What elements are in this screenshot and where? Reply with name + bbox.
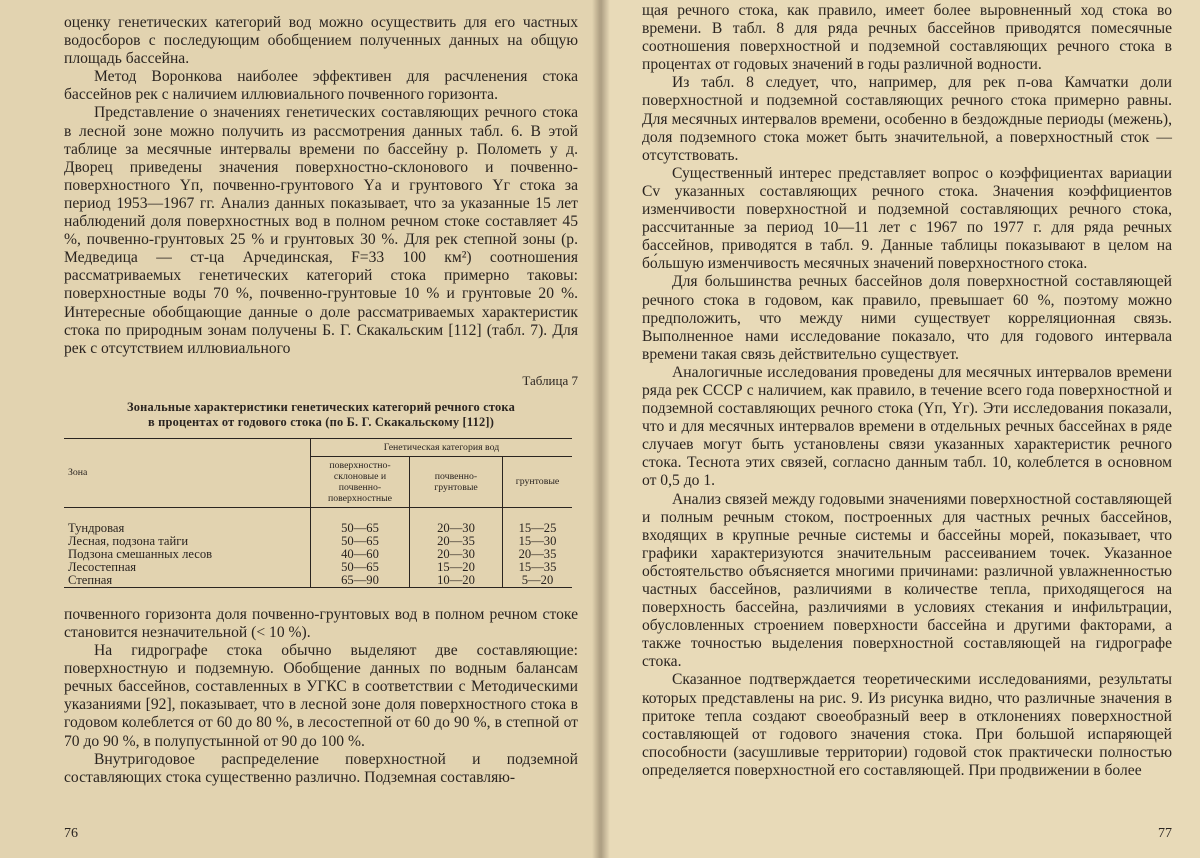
row-surface: 40—60	[311, 548, 410, 561]
left-paragraph-5: На гидрографе стока обычно выделяют две составляющие: поверхностную и подземную. Обобщение данных по водным балансам речных бассейнов, составленных в УГКС в соответствии с Методическими указаниями [92], показывает, что в лесной зоне доля поверхностного стока в годовом колеблется от 60 до 80 %, в лесостепной от 60 до 90 %, в степной от 70 до 90 %, в полупустынной от 90 до 100 %.	[64, 642, 578, 750]
row-surface: 65—90	[311, 574, 410, 588]
row-zone: Лесная, подзона тайги	[68, 533, 189, 548]
header-zone: Зона	[64, 438, 311, 507]
header-soil: почвенно-грунтовые	[410, 456, 503, 507]
table-caption-line-1: Зональные характеристики генетических категорий речного стока	[127, 399, 515, 414]
header-surface: поверхностно-склоновые и почвенно-поверхностные	[311, 456, 410, 507]
header-ground: грунтовые	[503, 456, 573, 507]
row-soil: 15—20	[410, 561, 503, 574]
row-soil: 20—30	[410, 522, 503, 535]
right-paragraph-6: Анализ связей между годовыми значениями поверхностной составляющей и полным речным стоком, построенных для частных речных бассейнов, входящих в крупные речные системы и бассейны морей, показывает, что графики характеризуются значительным рассеиванием точек. Указанное обстоятельство объясняется многими причинами: различной увлажненностью частных бассейнов, различиями в количестве тепла, приходящегося на поверхность бассейна, различиями в условиях стекания и инфильтрации, обусловленных строением поверхности бассейна и другими факторами, а также точностью выделения поверхностной составляющей на гидрографе стока.	[642, 490, 1172, 671]
row-soil: 20—30	[410, 548, 503, 561]
header-category-group: Генетическая категория вод	[311, 438, 573, 456]
right-paragraph-5: Аналогичные исследования проведены для месячных интервалов времени ряда рек СССР с наличием, как правило, в течение всего года поверхностной и подземной составляющих речного стока (Yп, Yг). Эти исследования показали, что и для месячных интервалов времени в отдельных речных бассейнах в ряде случаев могут быть установлены связи указанных характеристик речного стока. Теснота этих связей, согласно данным табл. 10, колеблется в основном от 0,5 до 1.	[642, 363, 1172, 490]
table-row	[64, 548, 572, 561]
table-caption-line-2: в процентах от годового стока (по Б. Г. Скакальскому [112])	[147, 414, 495, 429]
page-number-right: 77	[1158, 826, 1172, 841]
row-ground: 15—25	[503, 522, 573, 535]
row-zone: Подзона смешанных лесов	[68, 546, 213, 561]
row-surface: 50—65	[311, 561, 410, 574]
row-soil: 10—20	[410, 574, 503, 588]
table-row	[64, 561, 572, 574]
left-paragraph-1: оценку генетических категорий вод можно осуществить для его частных водосборов с последующим обобщением полученных данных на общую площадь бассейна.	[64, 14, 578, 68]
row-ground: 5—20	[503, 574, 573, 588]
left-paragraph-2: Метод Воронкова наиболее эффективен для расчленения стока бассейнов рек с наличием иллювиального почвенного горизонта.	[64, 68, 578, 104]
row-zone: Тундровая	[68, 520, 125, 535]
right-paragraph-4: Для большинства речных бассейнов доля поверхностной составляющей речного стока в годовом, как правило, превышает 60 %, поэтому можно предположить, что между ними существует корреляционная связь. Выполненное нами исследование показало, что для годового интервала времени такая связь действительно существует.	[642, 273, 1172, 363]
right-paragraph-7: Сказанное подтверждается теоретическими исследованиями, результаты которых представлены на рис. 9. Из рисунка видно, что различные значения в притоке тепла создают своеобразный веер в отклонениях поверхностной составляющей от годового значения стока. При большой испаряющей способности (засушливые территории) годовой сток практически полностью определяется поверхностной его составляющей. При продвижении в более	[642, 671, 1172, 779]
left-paragraph-3: Представление о значениях генетических составляющих речного стока в лесной зоне можно получить из рассмотрения данных табл. 6. В этой таблице за месячные интервалы времени по бассейну р. Полометь у д. Дворец приведены значения поверхностно-склонового и почвенно-поверхностного Yп, почвенно-грунтового Yа и грунтового Yг стока за период 1953—1967 гг. Анализ данных показывает, что за указанные 15 лет наблюдений доля поверхностных вод в полном речном стоке составляет 45 %, почвенно-грунтовых 25 % и грунтовых 30 %. Для рек степной зоны (р. Медведица — ст-ца Арчединская, F=33 100 км²) соотношения рассматриваемых генетических категорий стока примерно таковы: поверхностные воды 70 %, почвенно-грунтовые 10 % и грунтовые 20 %. Интересные обобщающие данные о доле рассматриваемых характеристик стока по природным зонам получены Б. Г. Скакальским [112] (табл. 7). Для рек с отсутствием иллювиального	[64, 104, 578, 357]
row-ground: 20—35	[503, 548, 573, 561]
right-page	[600, 0, 1200, 858]
row-ground: 15—30	[503, 535, 573, 548]
row-surface: 50—65	[311, 522, 410, 535]
table-caption	[64, 400, 578, 430]
right-paragraph-1: щая речного стока, как правило, имеет более выровненный ход стока во времени. В табл. 8 для ряда речных бассейнов приводятся помесячные соотношения поверхностной и подземной составляющих речного стока в процентах от годовых значений в годы различной водности.	[642, 2, 1172, 74]
right-paragraph-2: Из табл. 8 следует, что, например, для рек п-ова Камчатки доли поверхностной и подземной составляющих речного стока примерно равны. Для месячных интервалов времени, особенно в бездождные периоды (межень), доля подземного стока может быть значительной, а поверхностный сток — отсутствовать.	[642, 74, 1172, 164]
row-ground: 15—35	[503, 561, 573, 574]
table-label: Таблица 7	[522, 372, 578, 388]
row-soil: 20—35	[410, 535, 503, 548]
table-row	[64, 574, 572, 588]
row-zone: Степная	[64, 574, 311, 588]
left-paragraph-4: почвенного горизонта доля почвенно-грунтовых вод в полном речном стоке становится незначительной (< 10 %).	[64, 605, 578, 641]
left-paragraph-6: Внутригодовое распределение поверхностной и подземной составляющих стока существенно различно. Подземная составляю-	[64, 750, 578, 786]
book-gutter	[592, 0, 610, 858]
right-paragraph-3: Существенный интерес представляет вопрос о коэффициентах вариации Cv указанных составляющих речного стока. Значения коэффициентов изменчивости поверхностной и подземной составляющих речного стока, рассчитанные за период 10—11 лет с 1967 по 1977 г. для ряда речных бассейнов, приводятся в табл. 9. Данные таблицы показывают в целом на бо́льшую изменчивость месячных значений поверхностного стока.	[642, 164, 1172, 273]
row-zone: Лесостепная	[68, 559, 137, 574]
row-surface: 50—65	[311, 535, 410, 548]
table-row	[64, 535, 572, 548]
zones-table	[64, 438, 572, 588]
table-row	[64, 522, 572, 535]
page-number-left: 76	[64, 826, 78, 841]
